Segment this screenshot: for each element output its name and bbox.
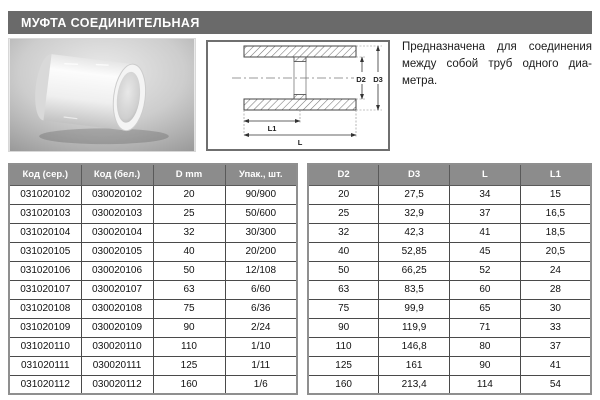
column-header: L [450, 164, 521, 185]
table-cell: 12/108 [225, 261, 297, 280]
table-cell: 63 [153, 280, 225, 299]
column-header: D mm [153, 164, 225, 185]
table-row [9, 185, 297, 204]
description-line: между собой труб одного диа- [402, 58, 592, 70]
table-cell: 25 [308, 204, 379, 223]
table-cell: 40 [308, 242, 379, 261]
column-header: Упак., шт. [225, 164, 297, 185]
table-cell: 32 [153, 223, 225, 242]
table-cell: 66,25 [379, 261, 450, 280]
table-cell: 34 [450, 185, 521, 204]
dimensions-table [307, 163, 592, 395]
table-cell: 031020103 [9, 204, 81, 223]
coupling-section-drawing [208, 42, 388, 149]
column-header: Код (сер.) [9, 164, 81, 185]
table-cell: 40 [153, 242, 225, 261]
table-cell: 37 [520, 337, 591, 356]
table-cell: 75 [153, 299, 225, 318]
table-cell: 20 [308, 185, 379, 204]
table-cell: 031020102 [9, 185, 81, 204]
table-cell: 030020107 [81, 280, 153, 299]
table-cell: 110 [308, 337, 379, 356]
table-cell: 50 [153, 261, 225, 280]
table-cell: 99,9 [379, 299, 450, 318]
table-cell: 52,85 [379, 242, 450, 261]
table-cell: 41 [450, 223, 521, 242]
table-cell: 54 [520, 375, 591, 394]
table-cell: 75 [308, 299, 379, 318]
table-cell: 031020104 [9, 223, 81, 242]
dimensions-table-header-row [308, 164, 591, 185]
table-cell: 031020108 [9, 299, 81, 318]
table-cell: 1/6 [225, 375, 297, 394]
table-row [308, 223, 591, 242]
table-cell: 6/36 [225, 299, 297, 318]
table-cell: 030020111 [81, 356, 153, 375]
table-cell: 25 [153, 204, 225, 223]
table-row [9, 337, 297, 356]
coupling-photo-illustration [9, 39, 195, 151]
technical-drawing [206, 40, 390, 151]
dim-label-l1: L1 [267, 124, 277, 133]
product-photo [8, 38, 196, 152]
product-description [402, 39, 592, 90]
table-cell: 031020109 [9, 318, 81, 337]
table-cell: 32 [308, 223, 379, 242]
table-cell: 2/24 [225, 318, 297, 337]
table-cell: 37 [450, 204, 521, 223]
table-row [308, 337, 591, 356]
table-cell: 16,5 [520, 204, 591, 223]
table-row [9, 223, 297, 242]
table-row [9, 261, 297, 280]
table-row [308, 242, 591, 261]
table-cell: 20/200 [225, 242, 297, 261]
table-cell: 60 [450, 280, 521, 299]
description-line: метра. [402, 75, 438, 87]
table-row [9, 280, 297, 299]
table-cell: 119,9 [379, 318, 450, 337]
table-cell: 83,5 [379, 280, 450, 299]
table-cell: 90 [153, 318, 225, 337]
table-row [9, 375, 297, 394]
dim-label-d3: D3 [373, 75, 383, 84]
table-row [308, 356, 591, 375]
codes-table [8, 163, 298, 395]
description-line: Предназначена для соединения [402, 41, 592, 53]
table-cell: 031020105 [9, 242, 81, 261]
table-cell: 42,3 [379, 223, 450, 242]
table-cell: 32,9 [379, 204, 450, 223]
codes-table-header-row [9, 164, 297, 185]
table-cell: 030020104 [81, 223, 153, 242]
table-cell: 213,4 [379, 375, 450, 394]
column-header: D3 [379, 164, 450, 185]
table-cell: 20,5 [520, 242, 591, 261]
column-header: L1 [520, 164, 591, 185]
table-cell: 030020108 [81, 299, 153, 318]
table-cell: 45 [450, 242, 521, 261]
table-cell: 90 [450, 356, 521, 375]
table-cell: 031020106 [9, 261, 81, 280]
table-row [308, 299, 591, 318]
table-row [9, 299, 297, 318]
table-cell: 125 [308, 356, 379, 375]
column-header: Код (бел.) [81, 164, 153, 185]
table-row [308, 185, 591, 204]
table-cell: 031020111 [9, 356, 81, 375]
table-row [9, 204, 297, 223]
table-cell: 30 [520, 299, 591, 318]
table-row [9, 242, 297, 261]
table-row [308, 261, 591, 280]
table-cell: 114 [450, 375, 521, 394]
page-title: МУФТА СОЕДИНИТЕЛЬНАЯ [8, 11, 592, 34]
table-cell: 146,8 [379, 337, 450, 356]
table-cell: 1/11 [225, 356, 297, 375]
table-row [9, 356, 297, 375]
table-cell: 71 [450, 318, 521, 337]
table-cell: 41 [520, 356, 591, 375]
table-cell: 90/900 [225, 185, 297, 204]
table-row [308, 375, 591, 394]
table-cell: 031020112 [9, 375, 81, 394]
table-cell: 110 [153, 337, 225, 356]
table-cell: 33 [520, 318, 591, 337]
dim-label-l: L [297, 138, 303, 147]
table-cell: 18,5 [520, 223, 591, 242]
table-cell: 031020110 [9, 337, 81, 356]
table-cell: 50/600 [225, 204, 297, 223]
dim-label-d2: D2 [356, 75, 366, 84]
table-cell: 030020112 [81, 375, 153, 394]
table-cell: 80 [450, 337, 521, 356]
table-cell: 161 [379, 356, 450, 375]
table-cell: 030020110 [81, 337, 153, 356]
table-cell: 160 [153, 375, 225, 394]
table-cell: 20 [153, 185, 225, 204]
table-cell: 27,5 [379, 185, 450, 204]
table-cell: 50 [308, 261, 379, 280]
table-cell: 030020103 [81, 204, 153, 223]
column-header: D2 [308, 164, 379, 185]
table-row [308, 318, 591, 337]
table-cell: 125 [153, 356, 225, 375]
table-cell: 6/60 [225, 280, 297, 299]
table-cell: 031020107 [9, 280, 81, 299]
table-row [308, 204, 591, 223]
table-cell: 030020106 [81, 261, 153, 280]
table-cell: 30/300 [225, 223, 297, 242]
table-row [9, 318, 297, 337]
table-cell: 030020109 [81, 318, 153, 337]
table-cell: 90 [308, 318, 379, 337]
table-cell: 28 [520, 280, 591, 299]
table-cell: 24 [520, 261, 591, 280]
table-cell: 52 [450, 261, 521, 280]
table-cell: 1/10 [225, 337, 297, 356]
table-cell: 65 [450, 299, 521, 318]
table-cell: 160 [308, 375, 379, 394]
table-cell: 030020105 [81, 242, 153, 261]
table-cell: 030020102 [81, 185, 153, 204]
table-row [308, 280, 591, 299]
table-cell: 63 [308, 280, 379, 299]
table-cell: 15 [520, 185, 591, 204]
